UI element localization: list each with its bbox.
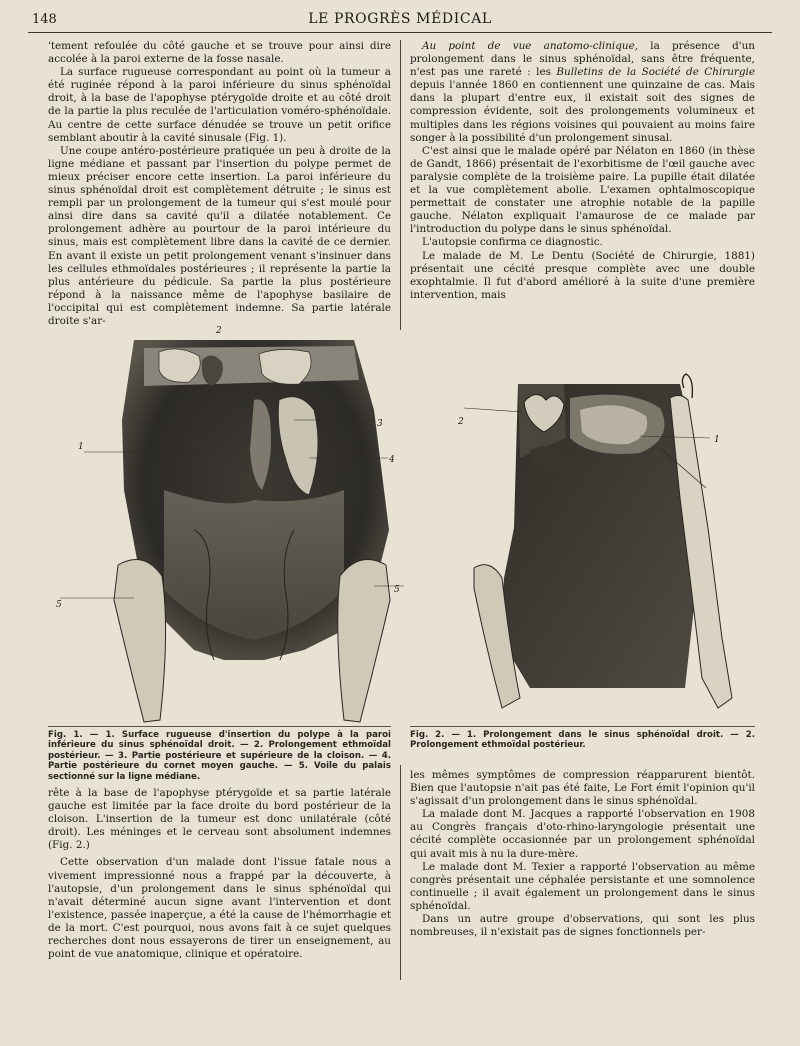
paragraph: L'autopsie confirma ce diagnostic.: [422, 236, 603, 249]
paragraph: rête à la base de l'apophyse ptérygoïde et sa partie latérale gauche est limitée par la face droite du bord postérieur de la cloison. L'insertion de la tumeur est donc unilatérale (côté droit). Les méninges et le cerveau sont absolument indemnes (Fig. 2.): [48, 787, 391, 852]
paragraph: Dans un autre groupe d'observations, qui sont les plus nombreuses, il n'existait pas de signes fonctionnels per-: [410, 913, 755, 939]
paragraph: Le malade de M. Le Dentu (Société de Chirurgie, 1881) présentait une cécité presque complète avec une double exophtalmie. Il fut d'abord amélioré à la suite d'une première intervention, mais: [410, 249, 755, 301]
paragraph: Le malade dont M. Texier a rapporté l'observation au même congrès présentait une céphalée persistante et une somnolence continuelle ; il avait également un prolongement dans le sinus sphénoïdal.: [410, 860, 755, 912]
right-column-top: [410, 40, 755, 302]
figure-label: 2: [458, 417, 464, 427]
page-number: 148: [32, 12, 57, 27]
figure-1-caption: Fig. 1. — 1. Surface rugueuse d'insertion du polype à la paroi inférieure du sinus sphénoïdal droit. — 2. Prolongement ethmoïdal postérieur. — 3. Partie postérieure et supérieure de la cloison. — 4. Partie postérieure du cornet moyen gauche. — 5. Voile du palais sectionné sur la ligne médiane.: [48, 730, 391, 782]
paragraph: Une coupe antéro-postérieure pratiquée un peu à droite de la ligne médiane et passant par l'insertion du polype permet de mieux préciser encore cette insertion. La paroi inférieure du sinus sphénoïdal droit est complètement détruite ; le sinus est rempli par un prolongement de la tumeur qui s'est moulé pour ainsi dire dans sa cavité qu'il a dilatée notablement. Ce prolongement adhère au pourtour de la paroi intérieure du sinus, mais est complètement libre dans la cavité de ce dernier. En avant il existe un petit prolongement venant s'insinuer dans les cellules ethmoïdales postérieures ; il représente la partie la plus antérieure du pédicule. Sa partie la plus postérieure répond à la naissance même de l'apophyse basilaire de l'occipital qui est complètement indemne. Sa partie latérale droite s'ar-: [48, 144, 391, 327]
text-run: la présence d'un prolongement dans le sinus sphénoïdal, sans être fréquente, n'est pas une rareté : les: [410, 40, 755, 79]
left-column-top: [48, 40, 391, 328]
right-column-bottom: [410, 769, 755, 939]
paragraph: La surface rugueuse correspondant au point où la tumeur a été ruginée répond à la paroi inférieure du sinus sphénoïdal droit, à la base de l'apophyse ptérygoïde droite et au côté droit de la partie la plus reculée de l'articulation voméro-sphénoïdale. Au centre de cette surface dénudée se trouve un petit orifice semblant aboutir à la cavité sinusale (Fig. 1).: [48, 66, 391, 144]
italic-lead: Au point de vue anatomo-clinique,: [422, 40, 639, 52]
paragraph: Cette observation d'un malade dont l'issue fatale nous a vivement impressionné nous a frappé par la découverte, à l'autopsie, d'un prolongement dans le sinus sphénoïdal qui n'avait déterminé aucun signe avant l'intervention et dont l'existence, passée inaperçue, a été la cause de l'hémorrhagie et de la mort. C'est pourquoi, nous avons fait à ce sujet quelques recherches dont nous essayerons de tirer un enseignement, au point de vue anatomique, clinique et opératoire.: [48, 856, 391, 961]
caption-rule: [410, 726, 755, 727]
caption-rule: [48, 726, 391, 727]
figure-label: 3: [377, 419, 383, 429]
running-title: LE PROGRÈS MÉDICAL: [308, 11, 492, 27]
paragraph: C'est ainsi que le malade opéré par Nélaton en 1860 (in thèse de Gandt, 1866) présentait de l'exorbitisme de l'œil gauche avec paralysie complète de la troisième paire. La pupille était dilatée et la vue complètement abolie. L'examen ophtalmoscopique permettait de constater une atrophie notable de la papille gauche. Nélaton expliquait l'amaurose de ce malade par l'introduction du polype dans le sinus sphénoïdal.: [410, 144, 755, 236]
figure-label: 2: [216, 326, 222, 336]
figure-label: 1: [714, 435, 720, 445]
figure-label: 1: [78, 442, 84, 452]
figure-label: 5: [394, 585, 400, 595]
italic-title: Bulletins de la Société de Chirurgie: [556, 66, 755, 79]
figure-1-illustration: [56, 326, 400, 722]
text-run: depuis l'année 1860 en contiennent une quinzaine de cas. Mais dans la plupart d'entre eux, il existait soit des signes de compression évidente, soit des prolongements volumineux et multiples dans les régions voisines qui pouvaient au moins faire songer à la possibilité d'un prolongement sinusal.: [410, 79, 755, 144]
paragraph: La malade dont M. Jacques a rapporté l'observation en 1908 au Congrès français d'oto-rhino-laryngologie présentait une cécité complète occasionnée par un prolongement sphénoïdal qui avait mis à nu la dure-mère.: [410, 808, 755, 860]
paragraph: les mêmes symptômes de compression réapparurent bientôt. Bien que l'autopsie n'ait pas été faite, Le Fort émit l'opinion qu'il s'agissait d'un prolongement dans le sinus sphénoïdal.: [410, 769, 755, 808]
figure-label: 5: [56, 600, 62, 610]
column-divider: [400, 765, 401, 980]
left-column-bottom: [48, 787, 391, 961]
figure-2-caption: Fig. 2. — 1. Prolongement dans le sinus sphénoïdal droit. — 2. Prolongement ethmoïdal postérieur.: [410, 730, 755, 751]
column-divider: [400, 40, 401, 330]
paragraph: 'tement refoulée du côté gauche et se trouve pour ainsi dire accolée à la paroi externe de la fosse nasale.: [48, 40, 391, 66]
figure-2-illustration: [458, 378, 760, 722]
page-header: [28, 8, 772, 33]
paragraph: [410, 40, 755, 145]
figure-label: 4: [389, 455, 395, 465]
